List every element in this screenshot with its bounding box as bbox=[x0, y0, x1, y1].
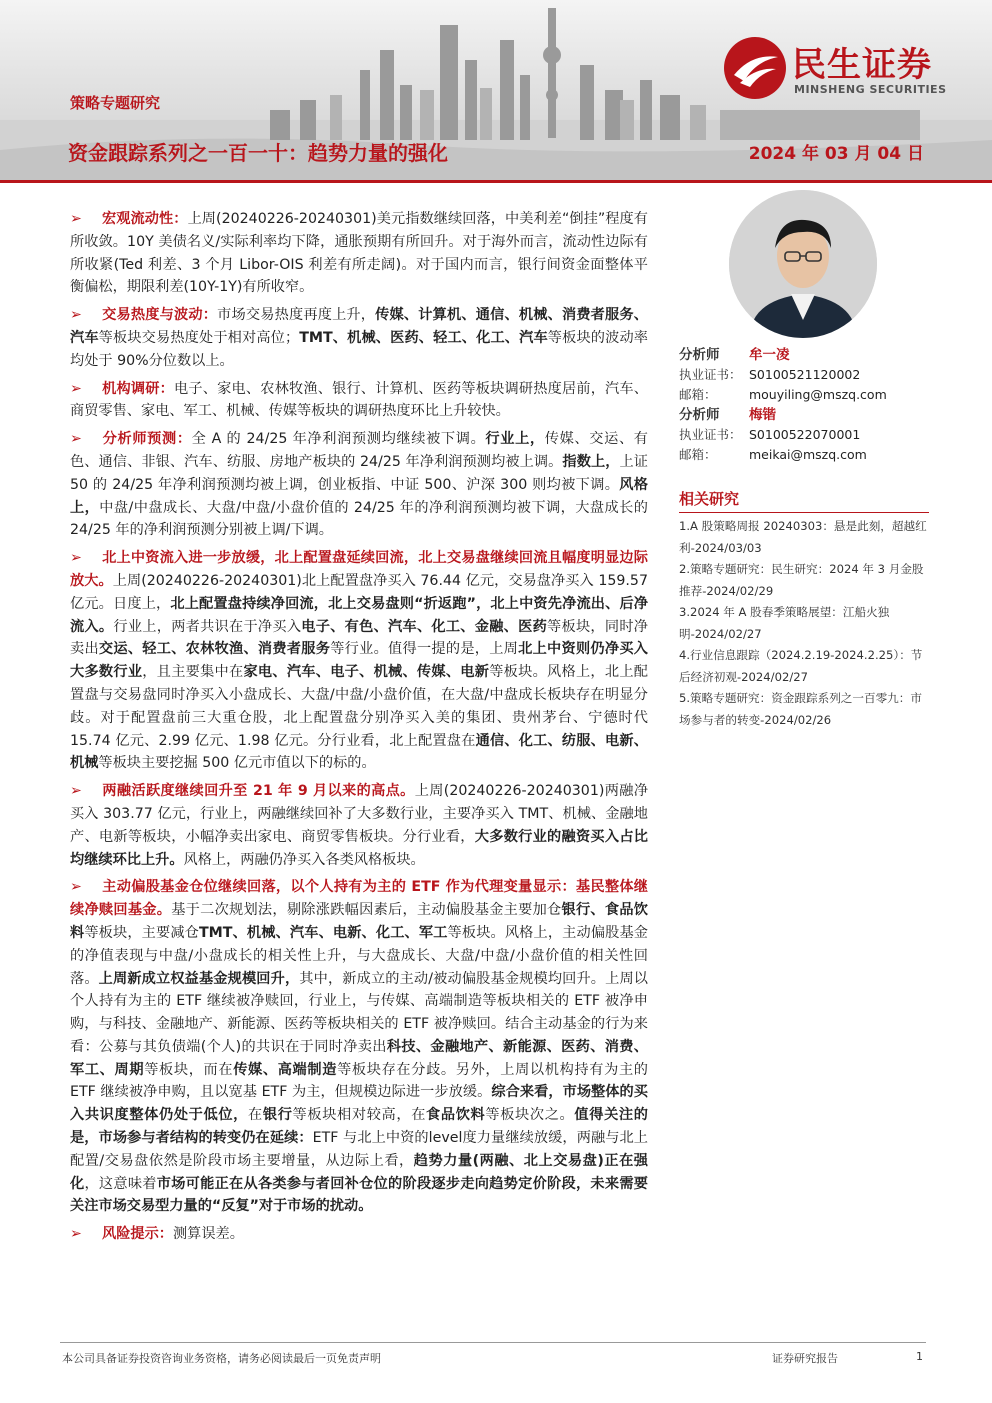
paragraph-text: 在 bbox=[248, 1107, 263, 1124]
paragraph-heading: 两融活跃度继续回升至 21 年 9 月以来的高点。 bbox=[102, 783, 415, 800]
paragraph-text: 食品饮料 bbox=[426, 1107, 486, 1124]
footer-report-type: 证券研究报告 bbox=[772, 1352, 838, 1365]
paragraph-text: 传媒、交运、有色、通信、非银、汽车、纺服、房地产板块的 24/25 年净利润预测均被上调。 bbox=[70, 431, 648, 470]
analyst-photo bbox=[729, 190, 877, 338]
paragraph-text: 等板块次之。 bbox=[485, 1107, 575, 1124]
paragraph-text: 风格上， bbox=[70, 476, 648, 516]
paragraph-text: ，且主要集中在 bbox=[142, 664, 244, 681]
company-logo bbox=[722, 35, 972, 105]
paragraph-text: 上周(20240226-20240301)两融净买入 303.77 亿元，行业上，两融继续回补了大多数行业，主要净买入 TMT、机械、金融地产、电新等板块，小幅净卖出家电、商贸零售板块。分行业看， bbox=[70, 783, 649, 845]
paragraph-text: 风格上，两融仍净买入各类风格板块。 bbox=[183, 851, 425, 868]
bullet-arrow-icon: ➢ bbox=[70, 431, 82, 448]
paragraph-text: 指数上， bbox=[562, 453, 620, 470]
paragraph-text: 等板块。风格上，北上配置盘与交易盘同时净买入小盘成长、大盘/中盘/小盘价值，在大盘/中盘成长板块存在明显分歧。对于配置盘前三大重仓股，北上配置盘分别净买入美的集团、贵州茅台、宁德时代 15.74 亿元、2.99 亿元、1.98 亿元。分行业看，北上配置盘在 bbox=[70, 664, 648, 749]
paragraph-text: 市场交易热度再度上升， bbox=[217, 307, 376, 324]
paragraph-text: 其中，新成立的主动/被动偏股基金规模均回升。上周以个人持有为主的 ETF 继续被净赎回，行业上，与传媒、高端制造等板块相关的 ETF 被净申购，与科技、金融地产、新能源、医药等板块相关的 ETF 被净赎回。结合主动基金的行为来看：公募与其负债端(个人)的共识在于同时净卖出 bbox=[70, 970, 648, 1055]
paragraph-text: 等板块，而在 bbox=[144, 1061, 234, 1078]
footer-divider bbox=[60, 1342, 926, 1343]
paragraph-text: ，这意味着 bbox=[84, 1175, 157, 1192]
paragraph-text: 行业上， bbox=[485, 431, 545, 448]
email-label: 邮箱： bbox=[679, 387, 717, 402]
paragraph-text: 北上中资则仍净买入大多数行业 bbox=[70, 641, 648, 681]
paragraph-text: 等板块交易热度处于相对高位； bbox=[98, 329, 300, 346]
paragraph-text: 电子、有色、汽车、化工、金融、医药 bbox=[301, 618, 548, 635]
paragraph-text: 等行业。值得一提的是，上周 bbox=[330, 641, 519, 658]
paragraph-heading: 分析师预测： bbox=[102, 431, 192, 448]
summary-paragraph bbox=[70, 780, 648, 871]
paragraph-text: 上周新成立权益基金规模回升， bbox=[98, 970, 300, 987]
paragraph-text: 银行 bbox=[262, 1107, 293, 1124]
paragraph-text: 上周(20240226-20240301)北上配置盘净买入 76.44 亿元，交易盘净买入 159.57 亿元。日度上， bbox=[70, 572, 648, 612]
footer-disclaimer: 本公司具备证券投资咨询业务资格，请务必阅读最后一页免责声明 bbox=[62, 1352, 381, 1365]
paragraph-text: 市场可能正在从各类参与者回补仓位的阶段逐步走向趋势定价阶段，未来需要关注市场交易型力量的“反复”对于市场的扰动。 bbox=[70, 1175, 648, 1215]
analyst-email[interactable]: meikai@mszq.com bbox=[748, 447, 867, 462]
cert-label: 执业证书： bbox=[679, 367, 742, 382]
cert-number: S0100522070001 bbox=[748, 427, 861, 442]
related-item[interactable]: 3.2024 年 A 股春季策略展望：江船火独明-2024/02/27 bbox=[679, 605, 890, 641]
page-number: 1 bbox=[916, 1350, 923, 1363]
bullet-arrow-icon: ➢ bbox=[70, 783, 82, 800]
bullet-arrow-icon: ➢ bbox=[70, 879, 82, 896]
paragraph-text: 等板块，同时净卖出 bbox=[70, 618, 648, 658]
paragraph-text: 等板块，主要减仓 bbox=[84, 924, 199, 941]
logo-text-en: MINSHENG SECURITIES bbox=[794, 83, 947, 96]
report-category: 策略专题研究 bbox=[70, 94, 161, 112]
summary-paragraph bbox=[70, 208, 648, 299]
bullet-arrow-icon: ➢ bbox=[70, 211, 82, 227]
paragraph-text: 北上配置盘持续净回流，北上交易盘则“折返跑”，北上中资先净流出、后净流入。 bbox=[70, 595, 648, 635]
bullet-arrow-icon: ➢ bbox=[70, 380, 82, 397]
paragraph-text: 家电、汽车、电子、机械、传媒、电新 bbox=[243, 664, 490, 681]
cert-label: 执业证书： bbox=[679, 427, 742, 442]
report-summary bbox=[70, 208, 648, 1251]
related-research-title: 相关研究 bbox=[679, 490, 740, 508]
related-item[interactable]: 5.策略专题研究：资金跟踪系列之一百零九：市场参与者的转变-2024/02/26 bbox=[679, 691, 922, 727]
paragraph-text: 测算误差。 bbox=[172, 1226, 244, 1243]
paragraph-text: 综合来看，市场整体的买入共识度整体仍处于低位， bbox=[70, 1084, 648, 1124]
email-label: 邮箱： bbox=[679, 447, 717, 462]
paragraph-text: 中盘/中盘成长、大盘/中盘/小盘价值的 24/25 年的净利润预测均被下调，大盘成长的 24/25 年的净利润预测分别被上调/下调。 bbox=[70, 499, 648, 539]
paragraph-text: 等板块的波动率均处于 90%分位数以上。 bbox=[70, 329, 648, 369]
paragraph-text: 值得关注的是，市场参与者结构的转变仍在延续： bbox=[70, 1107, 648, 1147]
paragraph-text: 行业上，两者共识在于净买入 bbox=[113, 618, 302, 635]
paragraph-heading: 风险提示： bbox=[102, 1226, 173, 1243]
paragraph-heading: 机构调研： bbox=[102, 380, 175, 397]
related-item[interactable]: 2.策略专题研究：民生研究：2024 年 3 月金股推荐-2024/02/29 bbox=[679, 562, 924, 598]
bullet-arrow-icon: ➢ bbox=[70, 1226, 82, 1243]
paragraph-text: 传媒、计算机、通信、机械、消费者服务、汽车 bbox=[70, 307, 648, 346]
report-date: 2024 年 03 月 04 日 bbox=[748, 144, 924, 164]
paragraph-text: 大多数行业的融资买入占比均继续环比上升。 bbox=[70, 828, 648, 868]
summary-paragraph bbox=[70, 1223, 648, 1246]
paragraph-text: 上周(20240226-20240301)美元指数继续回落，中美利差“倒挂”程度有所收敛。10Y 美债名义/实际利率均下降，通胀预期有所回升。对于海外而言，流动性边际有所收紧(Ted 利差、3 个月 Libor-OIS 利差有所走阔)。对于国内而言，银行间资金面整体平衡偏松，期限利差(10Y-1Y)有所收窄。 bbox=[70, 211, 648, 296]
summary-paragraph bbox=[70, 547, 648, 775]
paragraph-text: 等板块。风格上，主动偏股基金的净值表现与中盘/小盘成长的相关性上升，与大盘成长、大盘/中盘/小盘价值的相关性回落。 bbox=[70, 924, 648, 987]
paragraph-heading: 交易热度与波动： bbox=[102, 307, 218, 324]
report-title: 资金跟踪系列之一百一十：趋势力量的强化 bbox=[68, 141, 448, 165]
analyst-role: 分析师 bbox=[679, 407, 720, 423]
paragraph-text: 等板块存在分歧。另外，上周以机构持有为主的 ETF 继续被净申购，且以宽基 ETF 为主，但规模边际进一步放缓。 bbox=[70, 1061, 648, 1101]
related-item[interactable]: 4.行业信息跟踪（2024.2.19-2024.2.25）：节后经济初观-2024/02/27 bbox=[679, 648, 923, 684]
paragraph-text: 趋势力量(两融、北上交易盘)正在强化 bbox=[70, 1152, 648, 1192]
analyst-name: 梅锴 bbox=[748, 407, 776, 423]
summary-paragraph bbox=[70, 428, 648, 542]
summary-paragraph bbox=[70, 304, 648, 372]
bullet-arrow-icon: ➢ bbox=[70, 550, 82, 567]
paragraph-text: 银行、食品饮料 bbox=[70, 902, 648, 941]
paragraph-text: 交运、轻工、农林牧渔、消费者服务 bbox=[98, 641, 331, 658]
paragraph-text: 传媒、高端制造 bbox=[233, 1061, 338, 1078]
bullet-arrow-icon: ➢ bbox=[70, 307, 82, 324]
paragraph-text: TMT、机械、汽车、电新、化工、军工 bbox=[198, 924, 448, 941]
summary-paragraph bbox=[70, 378, 648, 424]
cert-number: S0100521120002 bbox=[748, 367, 861, 382]
paragraph-heading: 主动偏股基金仓位继续回落，以个人持有为主的 ETF 作为代理变量显示：基民整体继续净赎回基金。 bbox=[70, 879, 648, 919]
paragraph-text: 全 A 的 24/25 年净利润预测均继续被下调。 bbox=[191, 431, 486, 448]
paragraph-text: 上证 50 的 24/25 年净利润预测均被上调，创业板指、中证 500、沪深 300 则均被下调。 bbox=[70, 453, 648, 493]
analyst-role: 分析师 bbox=[679, 347, 720, 363]
paragraph-text: 等板块主要挖掘 500 亿元市值以下的标的。 bbox=[98, 755, 376, 772]
related-research-list bbox=[679, 516, 929, 731]
paragraph-heading: 宏观流动性： bbox=[102, 211, 188, 227]
header-divider bbox=[0, 180, 992, 183]
paragraph-text: 科技、金融地产、新能源、医药、消费、军工、周期 bbox=[70, 1038, 648, 1078]
paragraph-text: 等板块相对较高，在 bbox=[292, 1107, 427, 1124]
related-divider bbox=[679, 512, 929, 513]
logo-text-cn: 民生证券 bbox=[792, 45, 932, 85]
analyst-name: 牟一凌 bbox=[748, 347, 790, 363]
paragraph-heading: 北上中资流入进一步放缓，北上配置盘延续回流，北上交易盘继续回流且幅度明显边际放大。 bbox=[70, 550, 648, 589]
analyst-portrait-icon bbox=[729, 190, 877, 338]
paragraph-text: 基于二次规划法，剔除涨跌幅因素后，主动偏股基金主要加仓 bbox=[171, 902, 562, 919]
paragraph-text: 通信、化工、纺服、电新、机械 bbox=[70, 732, 648, 772]
paragraph-text: TMT、机械、医药、轻工、化工、汽车 bbox=[299, 329, 548, 346]
summary-paragraph bbox=[70, 876, 648, 1218]
related-item[interactable]: 1.A 股策略周报 20240303：悬是此刻，超越红利-2024/03/03 bbox=[679, 519, 927, 555]
paragraph-text: 电子、家电、农林牧渔、银行、计算机、医药等板块调研热度居前，汽车、商贸零售、家电、军工、机械、传媒等板块的调研热度环比上升较快。 bbox=[70, 380, 648, 420]
minsheng-logo-icon bbox=[722, 35, 788, 101]
analyst-email[interactable]: mouyiling@mszq.com bbox=[748, 387, 887, 402]
paragraph-text: ETF 与北上中资的level度力量继续放缓，两融与北上配置/交易盘依然是阶段市场主要增量，从边际上看， bbox=[70, 1130, 648, 1169]
header-banner bbox=[0, 0, 992, 180]
